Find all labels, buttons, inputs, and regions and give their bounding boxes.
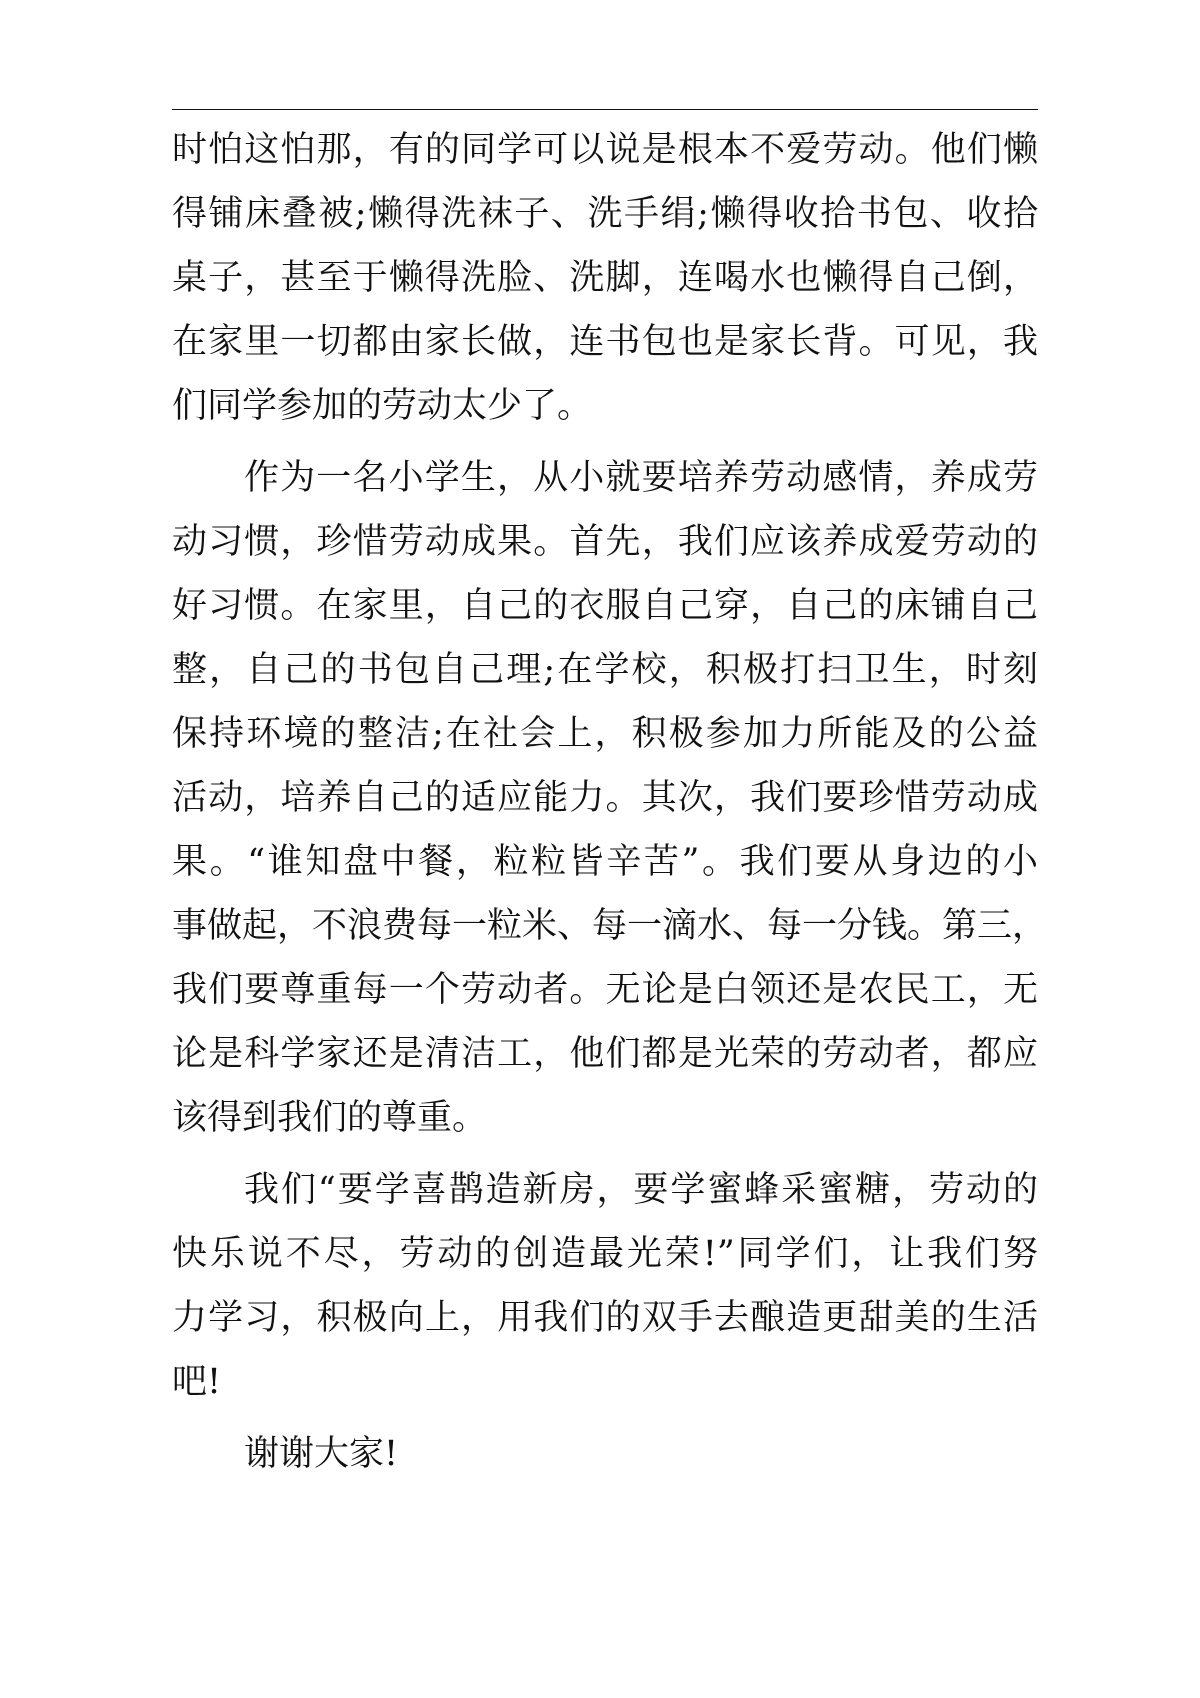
text-line: 我们要尊重每一个劳动者。无论是白领还是农民工，无	[172, 970, 1038, 1010]
closing-line: 谢谢大家!	[244, 1434, 399, 1474]
text-line: 事做起，不浪费每一粒米、每一滴水、每一分钱。第三，	[172, 906, 1048, 946]
text-line: 桌子，甚至于懒得洗脸、洗脚，连喝水也懒得自己倒，	[172, 258, 1038, 298]
paragraph-spacing	[172, 1414, 1038, 1422]
text-line: 快乐说不尽，劳动的创造最光荣!”同学们，让我们努	[172, 1234, 1038, 1274]
text-line: 果。“谁知盘中餐，粒粒皆辛苦”。我们要从身边的小	[172, 842, 1038, 882]
paragraph-3	[172, 1158, 1038, 1414]
paragraph-2	[172, 446, 1048, 1150]
text-line: 好习惯。在家里，自己的衣服自己穿，自己的床铺自己	[172, 586, 1038, 626]
paragraph-spacing	[172, 438, 1038, 446]
paragraph-spacing	[172, 1150, 1038, 1158]
text-line: 动习惯，珍惜劳动成果。首先，我们应该养成爱劳动的	[172, 522, 1038, 562]
text-line: 活动，培养自己的适应能力。其次，我们要珍惜劳动成	[172, 778, 1038, 818]
text-line: 我们“要学喜鹊造新房，要学蜜蜂采蜜糖，劳动的	[244, 1170, 1038, 1210]
text-line: 作为一名小学生，从小就要培养劳动感情，养成劳	[244, 458, 1038, 498]
text-line: 力学习，积极向上，用我们的双手去酿造更甜美的生活	[172, 1298, 1038, 1338]
document-body	[172, 118, 1048, 1486]
text-line: 保持环境的整洁;在社会上，积极参加力所能及的公益	[172, 714, 1038, 754]
paragraph-4	[172, 1422, 1038, 1486]
header-rule	[172, 109, 1038, 110]
text-line: 在家里一切都由家长做，连书包也是家长背。可见，我	[172, 322, 1038, 362]
text-line: 时怕这怕那，有的同学可以说是根本不爱劳动。他们懒	[172, 130, 1038, 170]
text-line: 吧!	[172, 1362, 222, 1402]
text-line: 论是科学家还是清洁工，他们都是光荣的劳动者，都应	[172, 1034, 1038, 1074]
text-line: 得铺床叠被;懒得洗袜子、洗手绢;懒得收拾书包、收拾	[172, 194, 1038, 234]
text-line: 们同学参加的劳动太少了。	[172, 386, 593, 426]
paragraph-1	[172, 118, 1038, 438]
text-line: 该得到我们的尊重。	[172, 1098, 488, 1138]
text-line: 整，自己的书包自己理;在学校，积极打扫卫生，时刻	[172, 650, 1038, 690]
